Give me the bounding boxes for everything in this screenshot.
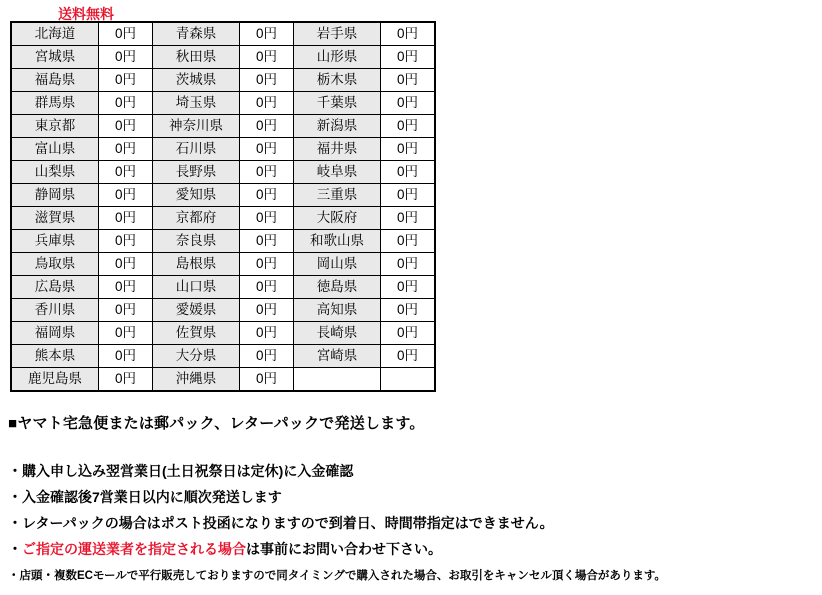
table-row xyxy=(11,207,435,230)
prefecture-price: 0円 xyxy=(381,46,436,69)
prefecture-price: 0円 xyxy=(99,230,153,253)
prefecture-name: 岐阜県 xyxy=(294,161,381,184)
prefecture-name: 熊本県 xyxy=(11,345,99,368)
prefecture-name: 大阪府 xyxy=(294,207,381,230)
prefecture-name: 滋賀県 xyxy=(11,207,99,230)
prefecture-price: 0円 xyxy=(381,22,436,46)
prefecture-name: 石川県 xyxy=(153,138,240,161)
table-row xyxy=(11,322,435,345)
prefecture-name: 山口県 xyxy=(153,276,240,299)
table-row xyxy=(11,92,435,115)
prefecture-price: 0円 xyxy=(381,299,436,322)
note-carrier-prefix: ・ xyxy=(8,541,22,557)
table-row xyxy=(11,115,435,138)
note-dispatch-window: ・入金確認後7営業日以内に順次発送します xyxy=(8,489,282,505)
prefecture-name: 宮崎県 xyxy=(294,345,381,368)
prefecture-price: 0円 xyxy=(99,276,153,299)
prefecture-price: 0円 xyxy=(381,276,436,299)
prefecture-name: 群馬県 xyxy=(11,92,99,115)
prefecture-price: 0円 xyxy=(99,115,153,138)
prefecture-name: 茨城県 xyxy=(153,69,240,92)
prefecture-price: 0円 xyxy=(240,345,294,368)
prefecture-price: 0円 xyxy=(381,207,436,230)
note-carrier-designation xyxy=(8,539,814,559)
prefecture-price: 0円 xyxy=(99,299,153,322)
prefecture-name: 山梨県 xyxy=(11,161,99,184)
table-row xyxy=(11,299,435,322)
prefecture-price: 0円 xyxy=(381,115,436,138)
shipping-method-heading: ■ヤマト宅急便または郵パック、レターパックで発送します。 xyxy=(8,415,425,432)
prefecture-price: 0円 xyxy=(240,368,294,392)
prefecture-name: 京都府 xyxy=(153,207,240,230)
prefecture-name: 鹿児島県 xyxy=(11,368,99,392)
prefecture-name: 徳島県 xyxy=(294,276,381,299)
prefecture-name: 沖縄県 xyxy=(153,368,240,392)
shipping-notes xyxy=(8,412,814,583)
prefecture-price: 0円 xyxy=(99,184,153,207)
prefecture-price: 0円 xyxy=(240,299,294,322)
prefecture-price: 0円 xyxy=(240,207,294,230)
prefecture-price: 0円 xyxy=(99,92,153,115)
prefecture-price: 0円 xyxy=(99,161,153,184)
prefecture-price: 0円 xyxy=(381,345,436,368)
prefecture-price: 0円 xyxy=(381,138,436,161)
empty-cell xyxy=(294,368,381,392)
table-row xyxy=(11,345,435,368)
table-row xyxy=(11,230,435,253)
prefecture-name: 宮城県 xyxy=(11,46,99,69)
table-row xyxy=(11,368,435,392)
prefecture-name: 富山県 xyxy=(11,138,99,161)
table-row xyxy=(11,69,435,92)
prefecture-price: 0円 xyxy=(381,230,436,253)
prefecture-price: 0円 xyxy=(99,207,153,230)
prefecture-price: 0円 xyxy=(240,161,294,184)
prefecture-name: 広島県 xyxy=(11,276,99,299)
prefecture-price: 0円 xyxy=(240,69,294,92)
prefecture-price: 0円 xyxy=(99,22,153,46)
table-row xyxy=(11,184,435,207)
prefecture-price: 0円 xyxy=(240,115,294,138)
prefecture-price: 0円 xyxy=(240,22,294,46)
prefecture-price: 0円 xyxy=(99,368,153,392)
prefecture-name: 栃木県 xyxy=(294,69,381,92)
prefecture-name: 高知県 xyxy=(294,299,381,322)
free-shipping-label: 送料無料 xyxy=(58,6,114,22)
prefecture-price: 0円 xyxy=(99,345,153,368)
prefecture-name: 佐賀県 xyxy=(153,322,240,345)
table-row xyxy=(11,138,435,161)
prefecture-name: 三重県 xyxy=(294,184,381,207)
prefecture-price: 0円 xyxy=(240,184,294,207)
prefecture-price: 0円 xyxy=(240,322,294,345)
empty-cell xyxy=(381,368,436,392)
prefecture-name: 福島県 xyxy=(11,69,99,92)
prefecture-price: 0円 xyxy=(99,69,153,92)
table-body xyxy=(11,22,435,391)
prefecture-name: 和歌山県 xyxy=(294,230,381,253)
prefecture-name: 神奈川県 xyxy=(153,115,240,138)
prefecture-name: 千葉県 xyxy=(294,92,381,115)
prefecture-name: 長崎県 xyxy=(294,322,381,345)
prefecture-price: 0円 xyxy=(240,230,294,253)
prefecture-price: 0円 xyxy=(381,161,436,184)
prefecture-name: 香川県 xyxy=(11,299,99,322)
table-row xyxy=(11,276,435,299)
prefecture-name: 長野県 xyxy=(153,161,240,184)
prefecture-name: 山形県 xyxy=(294,46,381,69)
table-row xyxy=(11,253,435,276)
prefecture-name: 福井県 xyxy=(294,138,381,161)
prefecture-price: 0円 xyxy=(240,138,294,161)
prefecture-price: 0円 xyxy=(381,69,436,92)
prefecture-name: 愛知県 xyxy=(153,184,240,207)
prefecture-price: 0円 xyxy=(381,92,436,115)
prefecture-price: 0円 xyxy=(240,92,294,115)
prefecture-name: 静岡県 xyxy=(11,184,99,207)
note-payment-confirmation: ・購入申し込み翌営業日(土日祝祭日は定休)に入金確認 xyxy=(8,463,354,479)
prefecture-price: 0円 xyxy=(99,253,153,276)
prefecture-price: 0円 xyxy=(381,253,436,276)
note-carrier-suffix: は事前にお問い合わせ下さい。 xyxy=(246,541,442,557)
prefecture-name: 愛媛県 xyxy=(153,299,240,322)
table-row xyxy=(11,46,435,69)
prefecture-name: 埼玉県 xyxy=(153,92,240,115)
prefecture-name: 島根県 xyxy=(153,253,240,276)
prefecture-price: 0円 xyxy=(99,46,153,69)
prefecture-name: 東京都 xyxy=(11,115,99,138)
note-letterpack-delivery: ・レターパックの場合はポスト投函になりますので到着日、時間帯指定はできません。 xyxy=(8,515,554,531)
prefecture-name: 兵庫県 xyxy=(11,230,99,253)
prefecture-name: 大分県 xyxy=(153,345,240,368)
prefecture-price: 0円 xyxy=(240,253,294,276)
prefecture-price: 0円 xyxy=(381,184,436,207)
table-row xyxy=(11,22,435,46)
prefecture-price: 0円 xyxy=(99,322,153,345)
prefecture-name: 岡山県 xyxy=(294,253,381,276)
prefecture-name: 青森県 xyxy=(153,22,240,46)
prefecture-price: 0円 xyxy=(381,322,436,345)
prefecture-price: 0円 xyxy=(240,276,294,299)
prefecture-name: 岩手県 xyxy=(294,22,381,46)
prefecture-price: 0円 xyxy=(240,46,294,69)
note-parallel-sales-disclaimer: ・店頭・複数ECモールで平行販売しておりますので同タイミングで購入された場合、お取引をキャンセル頂く場合があります。 xyxy=(8,570,666,582)
prefecture-name: 新潟県 xyxy=(294,115,381,138)
prefecture-name: 北海道 xyxy=(11,22,99,46)
prefecture-name: 鳥取県 xyxy=(11,253,99,276)
prefecture-shipping-table xyxy=(10,21,436,392)
prefecture-name: 秋田県 xyxy=(153,46,240,69)
table-row xyxy=(11,161,435,184)
prefecture-price: 0円 xyxy=(99,138,153,161)
note-carrier-highlight: ご指定の運送業者を指定される場合 xyxy=(22,541,246,557)
prefecture-name: 奈良県 xyxy=(153,230,240,253)
prefecture-name: 福岡県 xyxy=(11,322,99,345)
